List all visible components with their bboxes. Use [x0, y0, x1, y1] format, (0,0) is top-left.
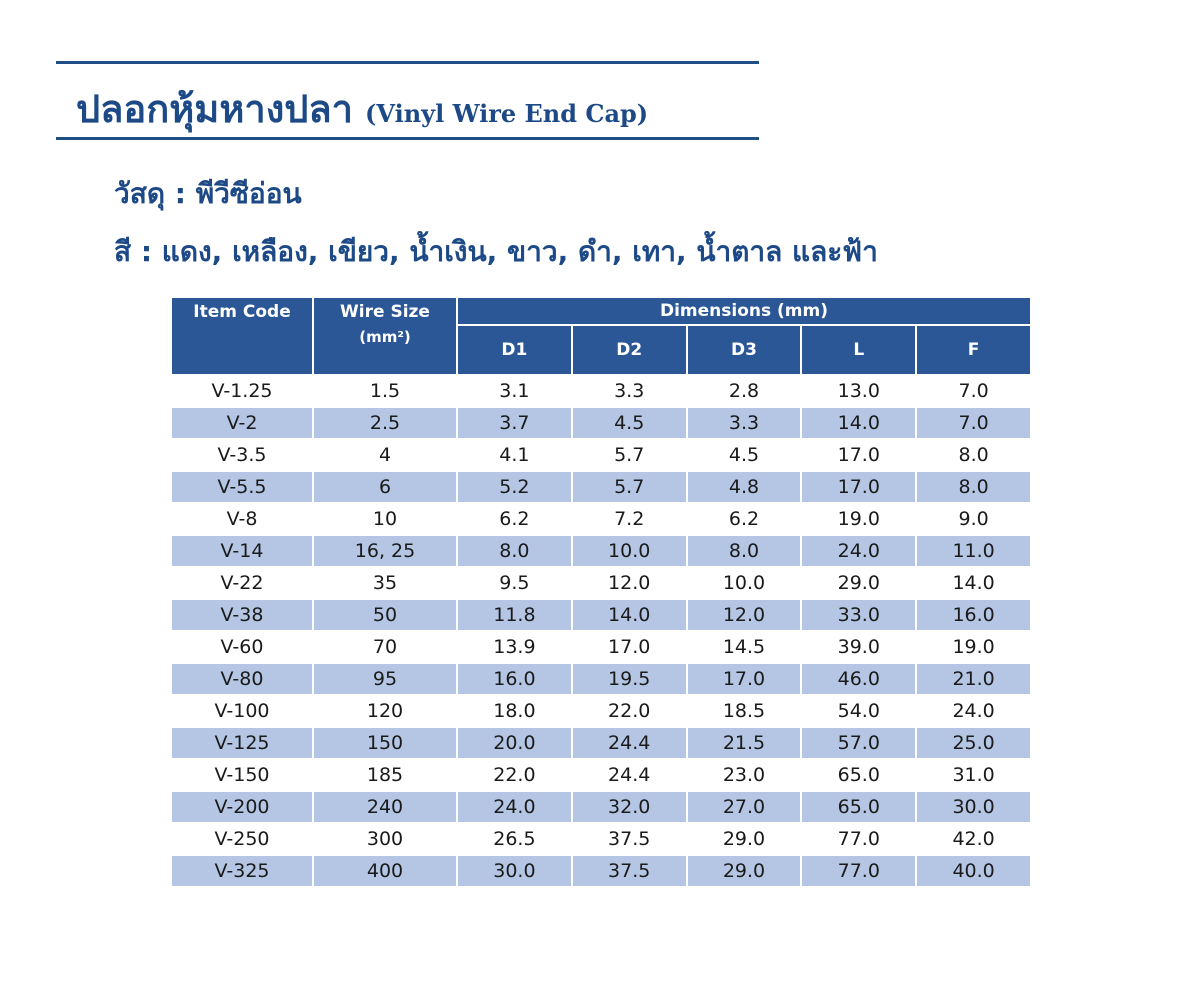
cell-f: 42.0	[916, 823, 1031, 855]
cell-wire: 400	[313, 855, 457, 887]
cell-wire: 120	[313, 695, 457, 727]
cell-f: 24.0	[916, 695, 1031, 727]
cell-d1: 9.5	[457, 567, 572, 599]
cell-d3: 2.8	[687, 375, 802, 407]
cell-d2: 7.2	[572, 503, 687, 535]
cell-d1: 8.0	[457, 535, 572, 567]
cell-code: V-125	[171, 727, 313, 759]
cell-d2: 14.0	[572, 599, 687, 631]
cell-wire: 35	[313, 567, 457, 599]
cell-code: V-100	[171, 695, 313, 727]
cell-d2: 17.0	[572, 631, 687, 663]
table-row	[171, 407, 1031, 439]
cell-wire: 240	[313, 791, 457, 823]
table-row	[171, 567, 1031, 599]
cell-code: V-1.25	[171, 375, 313, 407]
cell-d3: 17.0	[687, 663, 802, 695]
table-row	[171, 791, 1031, 823]
cell-l: 77.0	[801, 855, 916, 887]
cell-d3: 21.5	[687, 727, 802, 759]
cell-d1: 22.0	[457, 759, 572, 791]
cell-d2: 24.4	[572, 727, 687, 759]
table-row	[171, 599, 1031, 631]
cell-d1: 3.7	[457, 407, 572, 439]
cell-code: V-80	[171, 663, 313, 695]
cell-d1: 4.1	[457, 439, 572, 471]
cell-f: 40.0	[916, 855, 1031, 887]
cell-d3: 3.3	[687, 407, 802, 439]
cell-d3: 12.0	[687, 599, 802, 631]
cell-d1: 24.0	[457, 791, 572, 823]
cell-wire: 10	[313, 503, 457, 535]
title-english: (Vinyl Wire End Cap)	[365, 99, 649, 128]
cell-l: 33.0	[801, 599, 916, 631]
cell-l: 14.0	[801, 407, 916, 439]
cell-l: 65.0	[801, 791, 916, 823]
cell-wire: 2.5	[313, 407, 457, 439]
table-body	[171, 375, 1031, 887]
header-dimensions: Dimensions (mm)	[457, 297, 1031, 325]
table-row	[171, 663, 1031, 695]
header-f: F	[916, 325, 1031, 375]
cell-d1: 16.0	[457, 663, 572, 695]
cell-l: 57.0	[801, 727, 916, 759]
cell-d2: 24.4	[572, 759, 687, 791]
cell-code: V-250	[171, 823, 313, 855]
dimensions-table	[170, 296, 1032, 888]
table-row	[171, 471, 1031, 503]
cell-f: 7.0	[916, 375, 1031, 407]
page-title	[76, 78, 649, 131]
cell-wire: 150	[313, 727, 457, 759]
cell-code: V-14	[171, 535, 313, 567]
cell-d1: 26.5	[457, 823, 572, 855]
title-thai: ปลอกหุ้มหางปลา	[76, 87, 354, 131]
cell-d2: 5.7	[572, 471, 687, 503]
table-row	[171, 823, 1031, 855]
header-wire-size-label: Wire Size	[340, 302, 430, 322]
cell-l: 29.0	[801, 567, 916, 599]
header-d1: D1	[457, 325, 572, 375]
header-wire-size	[313, 297, 457, 375]
table-row	[171, 375, 1031, 407]
cell-d2: 3.3	[572, 375, 687, 407]
cell-d1: 5.2	[457, 471, 572, 503]
cell-f: 14.0	[916, 567, 1031, 599]
cell-l: 19.0	[801, 503, 916, 535]
cell-d1: 30.0	[457, 855, 572, 887]
cell-d3: 6.2	[687, 503, 802, 535]
cell-l: 77.0	[801, 823, 916, 855]
cell-wire: 4	[313, 439, 457, 471]
cell-l: 24.0	[801, 535, 916, 567]
cell-d3: 14.5	[687, 631, 802, 663]
cell-f: 8.0	[916, 439, 1031, 471]
cell-code: V-150	[171, 759, 313, 791]
cell-f: 31.0	[916, 759, 1031, 791]
cell-l: 39.0	[801, 631, 916, 663]
cell-d2: 4.5	[572, 407, 687, 439]
cell-l: 65.0	[801, 759, 916, 791]
cell-f: 8.0	[916, 471, 1031, 503]
table-row	[171, 503, 1031, 535]
cell-wire: 185	[313, 759, 457, 791]
cell-code: V-3.5	[171, 439, 313, 471]
cell-f: 9.0	[916, 503, 1031, 535]
colors-line: สี : แดง, เหลือง, เขียว, น้ำเงิน, ขาว, ดำ, เทา, น้ำตาล และฟ้า	[114, 235, 878, 268]
cell-d2: 22.0	[572, 695, 687, 727]
cell-code: V-8	[171, 503, 313, 535]
cell-f: 21.0	[916, 663, 1031, 695]
cell-l: 46.0	[801, 663, 916, 695]
cell-d3: 27.0	[687, 791, 802, 823]
cell-code: V-38	[171, 599, 313, 631]
cell-d3: 8.0	[687, 535, 802, 567]
cell-d1: 20.0	[457, 727, 572, 759]
material-line: วัสดุ : พีวีซีอ่อน	[114, 177, 302, 210]
cell-d3: 4.8	[687, 471, 802, 503]
cell-d2: 12.0	[572, 567, 687, 599]
cell-wire: 1.5	[313, 375, 457, 407]
table-row	[171, 855, 1031, 887]
header-l: L	[801, 325, 916, 375]
cell-l: 17.0	[801, 439, 916, 471]
table-row	[171, 631, 1031, 663]
cell-d3: 29.0	[687, 855, 802, 887]
cell-d2: 5.7	[572, 439, 687, 471]
cell-d3: 4.5	[687, 439, 802, 471]
cell-d2: 37.5	[572, 855, 687, 887]
cell-d3: 29.0	[687, 823, 802, 855]
cell-l: 13.0	[801, 375, 916, 407]
cell-code: V-325	[171, 855, 313, 887]
cell-d2: 37.5	[572, 823, 687, 855]
cell-wire: 70	[313, 631, 457, 663]
cell-l: 54.0	[801, 695, 916, 727]
cell-f: 11.0	[916, 535, 1031, 567]
cell-d1: 3.1	[457, 375, 572, 407]
cell-d2: 32.0	[572, 791, 687, 823]
cell-f: 19.0	[916, 631, 1031, 663]
cell-f: 7.0	[916, 407, 1031, 439]
cell-d1: 6.2	[457, 503, 572, 535]
header-d3: D3	[687, 325, 802, 375]
cell-wire: 50	[313, 599, 457, 631]
cell-wire: 16, 25	[313, 535, 457, 567]
cell-d1: 13.9	[457, 631, 572, 663]
table-row	[171, 439, 1031, 471]
cell-wire: 6	[313, 471, 457, 503]
header-d2: D2	[572, 325, 687, 375]
cell-l: 17.0	[801, 471, 916, 503]
cell-f: 16.0	[916, 599, 1031, 631]
cell-code: V-5.5	[171, 471, 313, 503]
cell-d3: 10.0	[687, 567, 802, 599]
table-row	[171, 695, 1031, 727]
header-item-code: Item Code	[171, 297, 313, 375]
cell-wire: 95	[313, 663, 457, 695]
cell-code: V-2	[171, 407, 313, 439]
title-top-rule	[56, 61, 759, 64]
title-bottom-rule	[56, 137, 759, 140]
cell-code: V-22	[171, 567, 313, 599]
cell-d2: 10.0	[572, 535, 687, 567]
cell-d1: 11.8	[457, 599, 572, 631]
table-row	[171, 535, 1031, 567]
cell-f: 25.0	[916, 727, 1031, 759]
cell-d1: 18.0	[457, 695, 572, 727]
table-row	[171, 727, 1031, 759]
header-wire-size-unit: (mm²)	[359, 328, 411, 346]
cell-code: V-200	[171, 791, 313, 823]
cell-wire: 300	[313, 823, 457, 855]
table-row	[171, 759, 1031, 791]
cell-code: V-60	[171, 631, 313, 663]
cell-d3: 18.5	[687, 695, 802, 727]
cell-d3: 23.0	[687, 759, 802, 791]
cell-d2: 19.5	[572, 663, 687, 695]
cell-f: 30.0	[916, 791, 1031, 823]
